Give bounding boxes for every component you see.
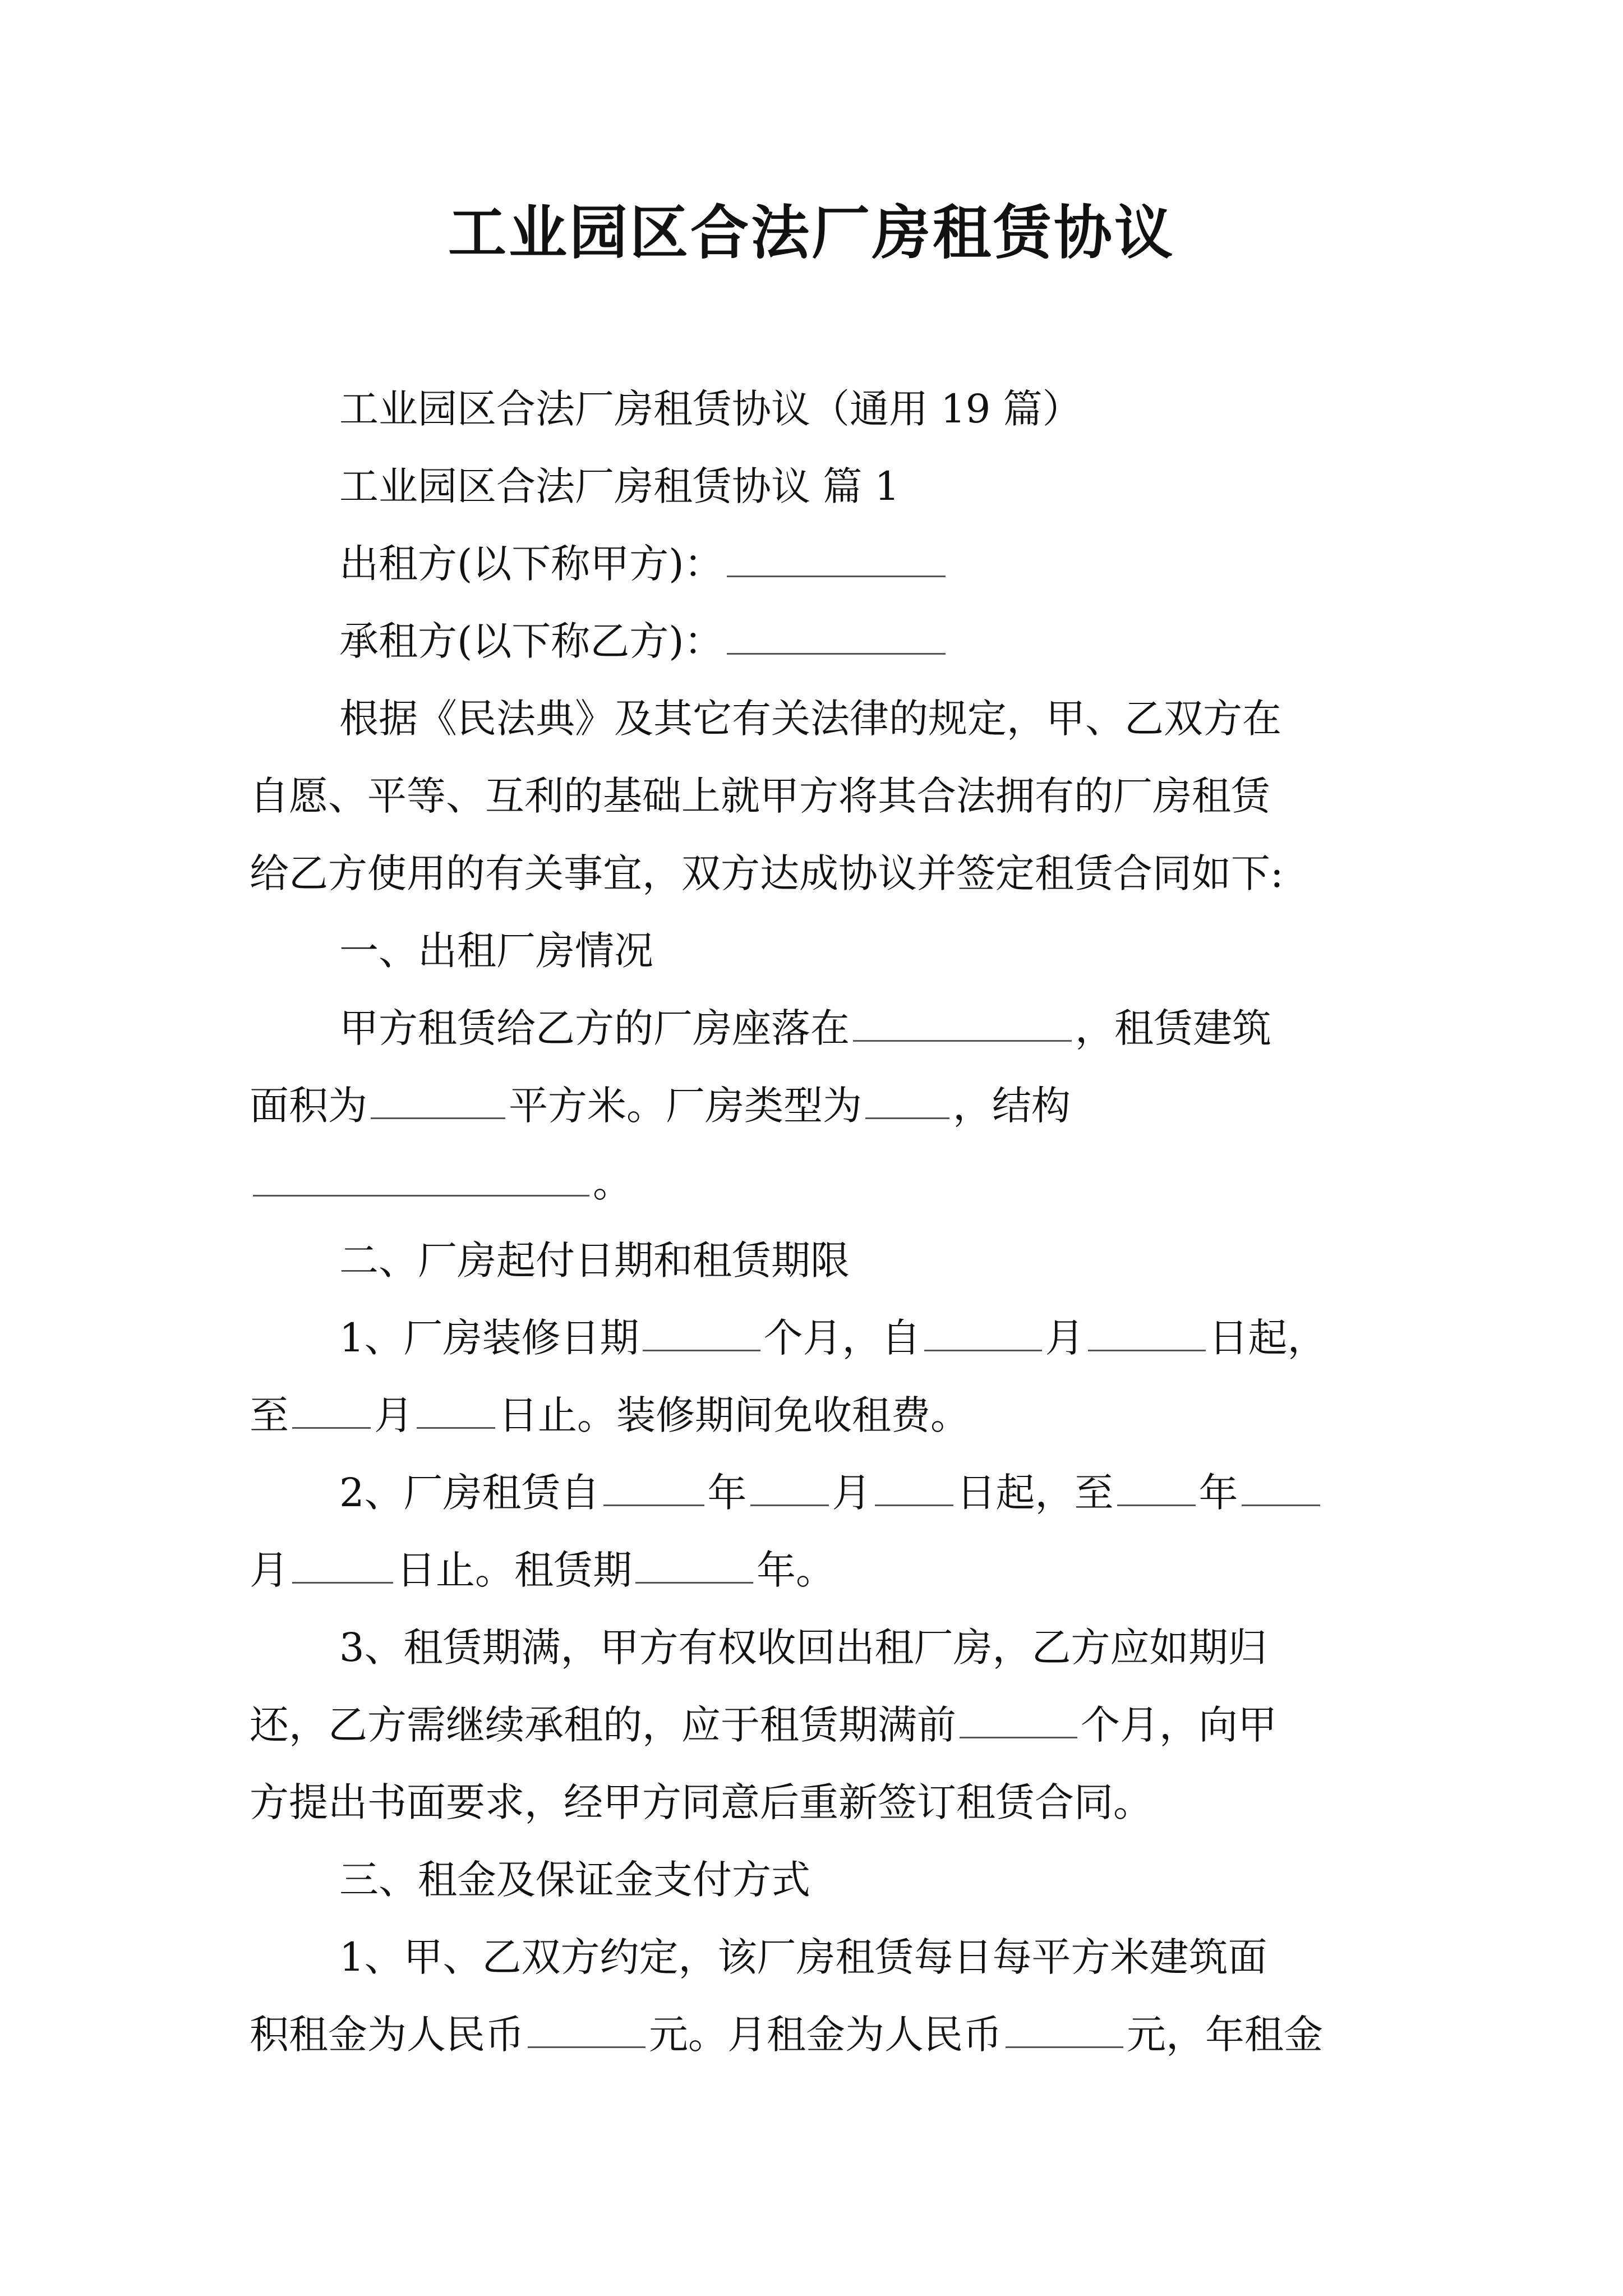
text-segment: 平方米。厂房类型为 — [509, 1083, 862, 1129]
paragraph-line: 根据《民法典》及其它有关法律的规定，甲、乙双方在 — [339, 696, 1281, 742]
paragraph-line — [250, 1531, 1382, 1609]
section-title-line: 工业园区合法厂房租赁协议 篇 1 — [339, 463, 900, 509]
text-segment: 日止。租赁期 — [396, 1547, 632, 1593]
text-segment: 日起， — [1209, 1315, 1327, 1361]
text-segment: 个月，自 — [763, 1315, 921, 1361]
lessee-label: 承租方(以下称乙方)： — [339, 618, 723, 664]
text-segment: 至 — [250, 1392, 289, 1438]
paragraph-line: 自愿、平等、互利的基础上就甲方将其合法拥有的厂房租赁 — [250, 773, 1270, 819]
lessor-blank — [727, 536, 946, 577]
heading-one: 一、出租厂房情况 — [339, 928, 653, 974]
paragraph-line — [250, 1144, 1382, 1222]
heading-two: 二、厂房起付日期和租赁期限 — [339, 1237, 850, 1283]
notice-months-blank — [960, 1697, 1077, 1738]
location-blank — [853, 1001, 1072, 1042]
lessor-line — [250, 525, 1382, 602]
text-segment: 积租金为人民币 — [250, 2012, 524, 2058]
lease-end-day-blank — [292, 1543, 393, 1584]
lessee-line — [250, 602, 1382, 680]
start-month-blank — [924, 1310, 1042, 1351]
text-segment: ，租赁建筑 — [1075, 1005, 1271, 1051]
text-segment: 2、厂房租赁自 — [339, 1470, 600, 1516]
structure-blank — [253, 1156, 589, 1197]
heading-three: 三、租金及保证金支付方式 — [339, 1857, 810, 1903]
text-segment: 月 — [832, 1470, 872, 1516]
text-segment: 年 — [1198, 1470, 1238, 1516]
text-segment: 还，乙方需继续承租的，应于租赁期满前 — [250, 1702, 956, 1748]
paragraph-line: 给乙方使用的有关事宜，双方达成协议并签定租赁合同如下: — [250, 850, 1284, 896]
lessor-label: 出租方(以下称甲方)： — [339, 541, 723, 587]
paragraph-line — [250, 990, 1382, 1067]
text-segment: 月 — [374, 1392, 413, 1438]
paragraph-line — [250, 1377, 1382, 1454]
area-blank — [371, 1078, 505, 1119]
text-segment: 年 — [707, 1470, 747, 1516]
text-segment: 1、厂房装修日期 — [339, 1315, 639, 1361]
text-segment: 日起，至 — [956, 1470, 1114, 1516]
renovation-months-blank — [643, 1310, 760, 1351]
end-month-blank — [292, 1388, 371, 1429]
text-segment: 个月，向甲 — [1081, 1702, 1277, 1748]
paragraph-line — [250, 1299, 1382, 1377]
type-blank — [865, 1078, 949, 1119]
start-day-blank — [1088, 1310, 1206, 1351]
paragraph-line — [250, 1996, 1382, 2073]
lease-end-month-lead-blank — [1242, 1465, 1320, 1506]
text-segment: ，结构 — [953, 1083, 1071, 1129]
text-segment: 。 — [593, 1160, 632, 1206]
text-segment: 月 — [1045, 1315, 1085, 1361]
end-day-blank — [417, 1388, 495, 1429]
lease-start-year-blank — [603, 1465, 704, 1506]
lease-end-year-blank — [1117, 1465, 1196, 1506]
lease-start-month-blank — [750, 1465, 829, 1506]
paragraph-line: 方提出书面要求，经甲方同意后重新签订租赁合同。 — [250, 1779, 1152, 1825]
paragraph-line — [250, 1067, 1382, 1144]
paragraph-line — [250, 1454, 1382, 1531]
paragraph-line: 3、租赁期满，甲方有权收回出租厂房，乙方应如期归 — [339, 1625, 1267, 1671]
text-segment: 元。月租金为人民币 — [649, 2012, 1002, 2058]
paragraph-line: 1、甲、乙双方约定，该厂房租赁每日每平方米建筑面 — [339, 1934, 1267, 1980]
lease-years-blank — [635, 1543, 753, 1584]
subtitle-line: 工业园区合法厂房租赁协议（通用 19 篇） — [339, 386, 1082, 432]
text-segment: 元，年租金 — [1127, 2012, 1323, 2058]
document-title: 工业园区合法厂房租赁协议 — [448, 198, 1175, 267]
monthly-rent-blank — [1006, 2007, 1123, 2048]
lessee-blank — [727, 614, 946, 655]
paragraph-line — [250, 1686, 1382, 1764]
lease-start-day-blank — [875, 1465, 953, 1506]
text-segment: 甲方租赁给乙方的厂房座落在 — [339, 1005, 850, 1051]
document-body — [250, 370, 1382, 2073]
text-segment: 月 — [250, 1547, 289, 1593]
text-segment: 日止。装修期间免收租费。 — [499, 1392, 970, 1438]
daily-rent-blank — [528, 2007, 645, 2048]
text-segment: 年。 — [757, 1547, 835, 1593]
text-segment: 面积为 — [250, 1083, 367, 1129]
